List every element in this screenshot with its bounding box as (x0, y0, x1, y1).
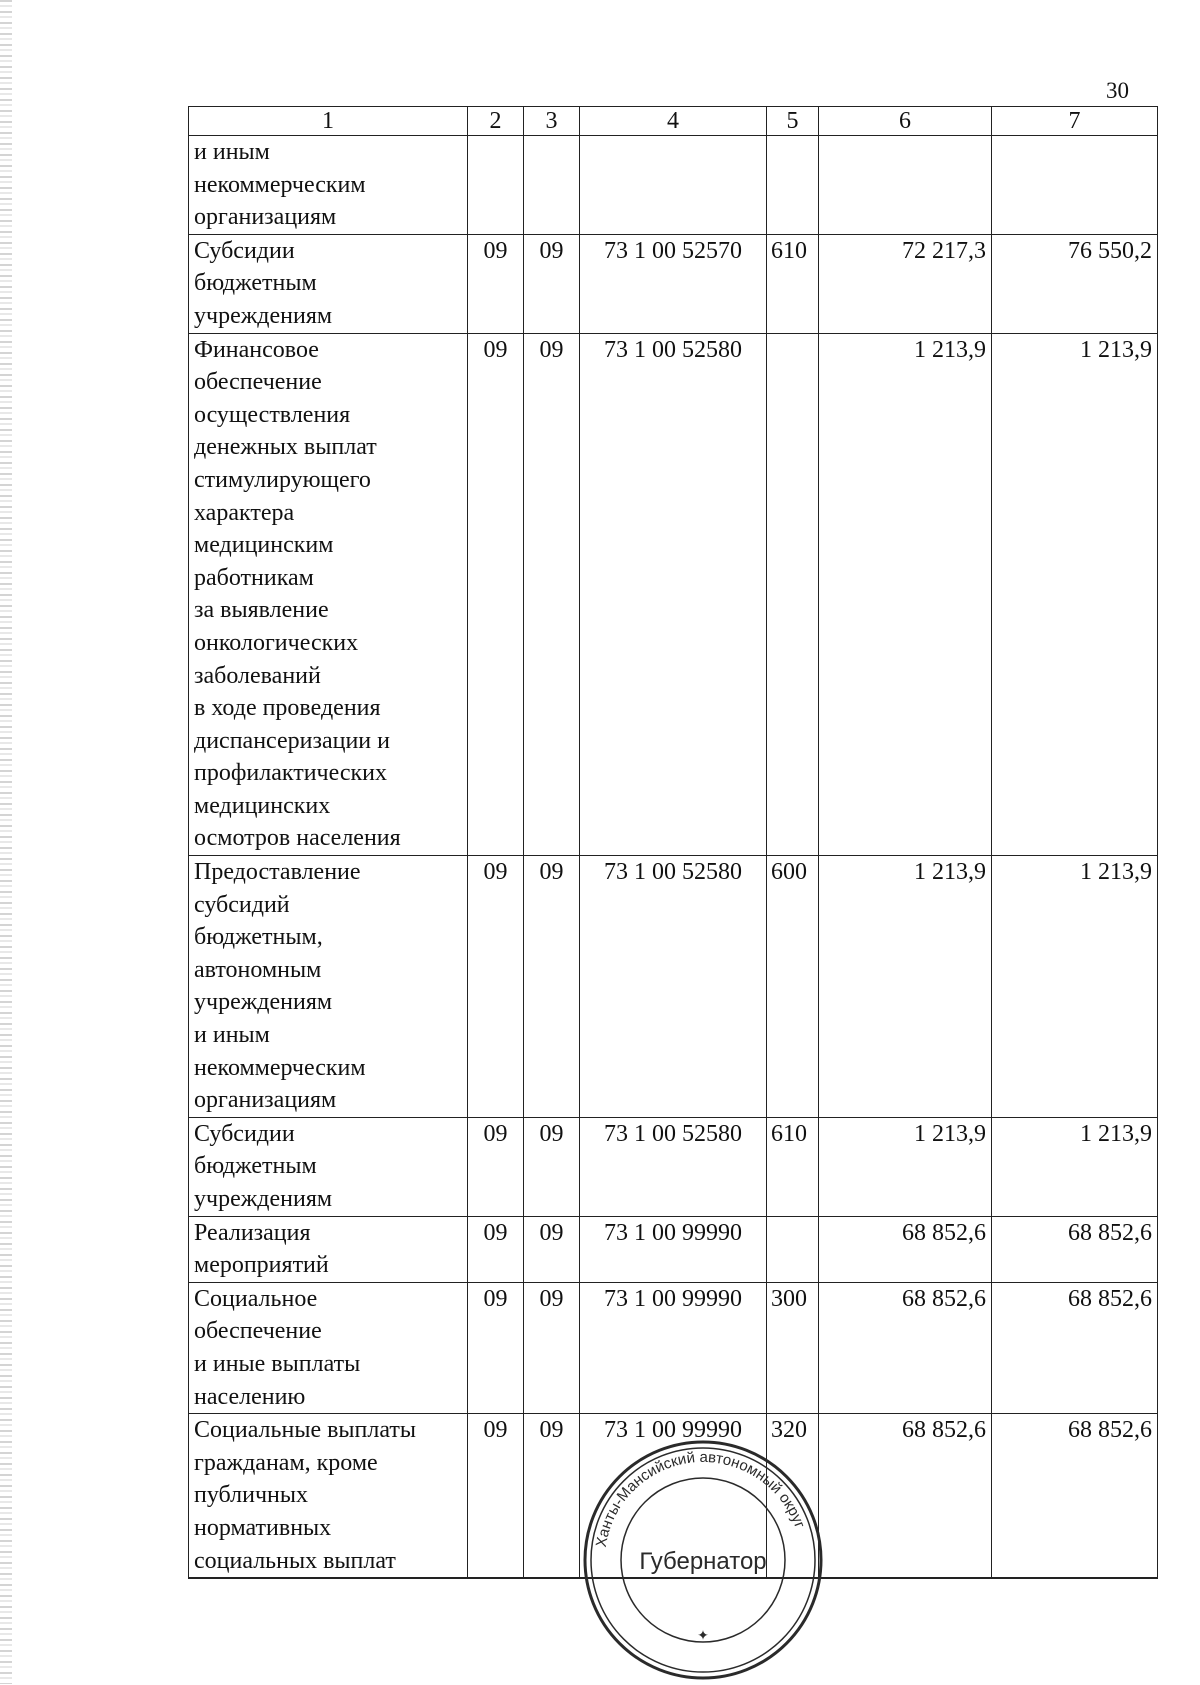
row-amount-year1 (819, 136, 992, 235)
row-expense-type (767, 1216, 819, 1282)
column-header-6: 6 (819, 107, 992, 136)
row-target-article (580, 136, 767, 235)
table-row (189, 1216, 1158, 1282)
table-row (189, 136, 1158, 235)
row-subsection: 09 (524, 1117, 580, 1216)
row-section: 09 (468, 1117, 524, 1216)
row-amount-year2 (992, 136, 1158, 235)
row-amount-year1: 68 852,6 (819, 1414, 992, 1578)
seal-star-icon: ✦ (697, 1627, 709, 1643)
table-row (189, 856, 1158, 1118)
row-amount-year2: 68 852,6 (992, 1216, 1158, 1282)
row-section (468, 136, 524, 235)
row-amount-year1: 68 852,6 (819, 1282, 992, 1413)
row-section: 09 (468, 856, 524, 1118)
row-name: Реализация мероприятий (189, 1216, 468, 1282)
row-amount-year2: 68 852,6 (992, 1414, 1158, 1578)
table-body (189, 107, 1158, 1579)
row-expense-type (767, 136, 819, 235)
row-target-article: 73 1 00 99990 (580, 1282, 767, 1413)
column-header-3: 3 (524, 107, 580, 136)
column-header-4: 4 (580, 107, 767, 136)
row-name: Социальное обеспечение и иные выплаты населению (189, 1282, 468, 1413)
table-row (189, 1282, 1158, 1413)
row-name: Субсидии бюджетным учреждениям (189, 1117, 468, 1216)
row-amount-year2: 1 213,9 (992, 856, 1158, 1118)
row-amount-year1: 68 852,6 (819, 1216, 992, 1282)
scan-edge (0, 0, 12, 1684)
column-header-2: 2 (468, 107, 524, 136)
row-section: 09 (468, 1414, 524, 1578)
row-amount-year1: 1 213,9 (819, 333, 992, 856)
row-section: 09 (468, 1282, 524, 1413)
row-target-article: 73 1 00 99990 (580, 1216, 767, 1282)
row-target-article: 73 1 00 99990 (580, 1414, 767, 1578)
row-section: 09 (468, 333, 524, 856)
row-section: 09 (468, 234, 524, 333)
row-amount-year2: 1 213,9 (992, 1117, 1158, 1216)
row-expense-type: 600 (767, 856, 819, 1118)
table-row (189, 1117, 1158, 1216)
row-subsection: 09 (524, 333, 580, 856)
row-amount-year2: 1 213,9 (992, 333, 1158, 856)
table-row (189, 234, 1158, 333)
row-target-article: 73 1 00 52580 (580, 333, 767, 856)
row-subsection (524, 136, 580, 235)
row-amount-year2: 68 852,6 (992, 1282, 1158, 1413)
row-amount-year1: 72 217,3 (819, 234, 992, 333)
row-subsection: 09 (524, 1282, 580, 1413)
row-target-article: 73 1 00 52580 (580, 1117, 767, 1216)
row-expense-type: 300 (767, 1282, 819, 1413)
column-header-1: 1 (189, 107, 468, 136)
row-expense-type (767, 333, 819, 856)
row-expense-type: 610 (767, 234, 819, 333)
budget-table (188, 106, 1158, 1579)
column-header-7: 7 (992, 107, 1158, 136)
row-section: 09 (468, 1216, 524, 1282)
row-amount-year1: 1 213,9 (819, 856, 992, 1118)
row-amount-year1: 1 213,9 (819, 1117, 992, 1216)
row-subsection: 09 (524, 856, 580, 1118)
row-name: Социальные выплаты гражданам, кроме публичных нормативных социальных выплат (189, 1414, 468, 1578)
table-row (189, 333, 1158, 856)
page-number: 30 (1106, 78, 1129, 103)
row-name: и иным некоммерческим организациям (189, 136, 468, 235)
row-name: Субсидии бюджетным учреждениям (189, 234, 468, 333)
row-expense-type: 610 (767, 1117, 819, 1216)
seal-ring-text: Ханты-Мансийский автономный округ (592, 1448, 809, 1549)
row-expense-type: 320 (767, 1414, 819, 1578)
row-subsection: 09 (524, 1216, 580, 1282)
row-name: Финансовое обеспечение осуществления денежных выплат стимулирующего характера медицинским работникам за выявление онкологических заболеваний в ходе проведения диспансеризации и профилактических медицинских осмотров населения (189, 333, 468, 856)
row-subsection: 09 (524, 1414, 580, 1578)
column-header-5: 5 (767, 107, 819, 136)
row-subsection: 09 (524, 234, 580, 333)
governor-seal (578, 1435, 828, 1685)
table-header-row (189, 107, 1158, 136)
row-name: Предоставление субсидий бюджетным, автономным учреждениям и иным некоммерческим организациям (189, 856, 468, 1118)
seal-center-text: Губернатор (639, 1548, 767, 1575)
row-target-article: 73 1 00 52580 (580, 856, 767, 1118)
row-amount-year2: 76 550,2 (992, 234, 1158, 333)
row-target-article: 73 1 00 52570 (580, 234, 767, 333)
